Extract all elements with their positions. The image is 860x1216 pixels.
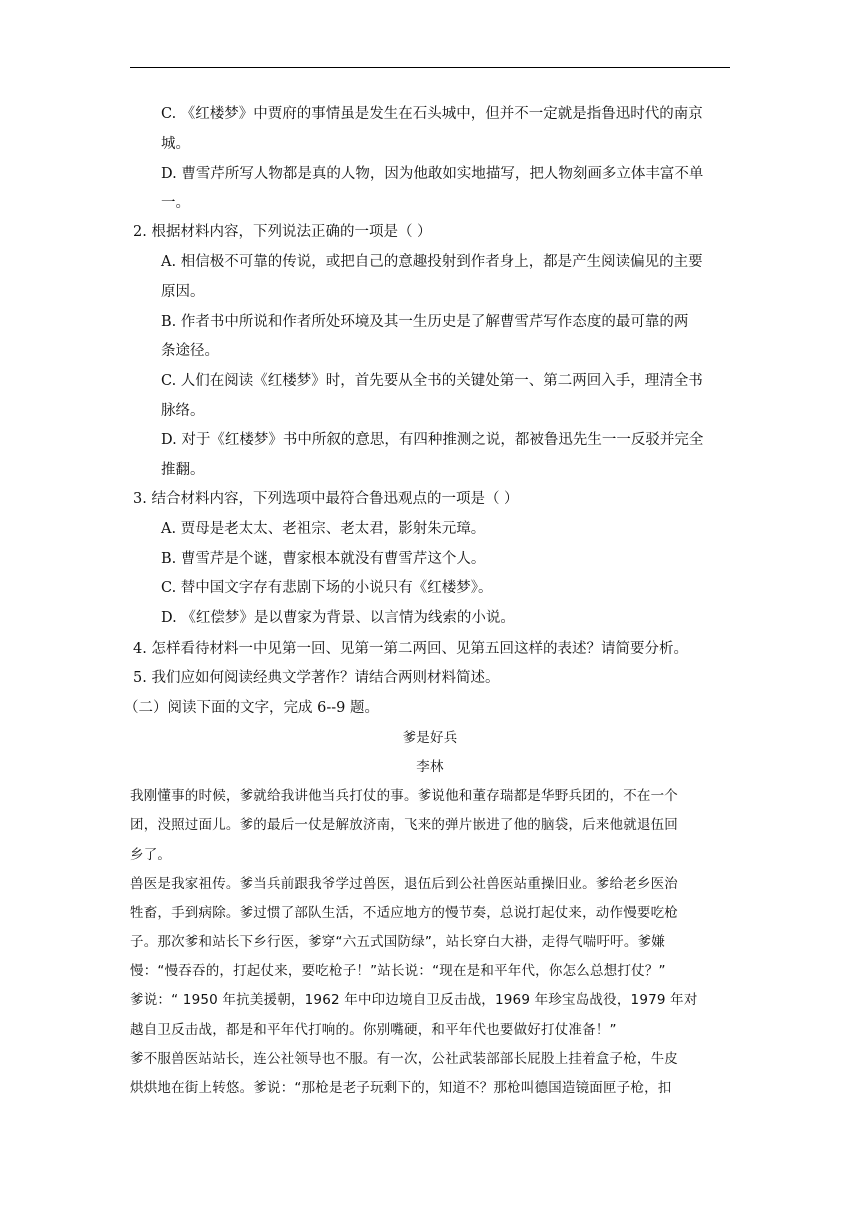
story-author: 李林 xyxy=(416,759,444,775)
story-p2-line2: 牲畜，手到病除。爹过惯了部队生活，不适应地方的慢节奏，总说打起仗来，动作慢要吃枪 xyxy=(130,905,678,921)
story-p1-line3: 乡了。 xyxy=(130,847,172,863)
q3-option-b: B. 曹雪芹是个谜，曹家根本就没有曹雪芹这个人。 xyxy=(161,551,486,567)
question-3-stem: 3. 结合材料内容，下列选项中最符合鲁迅观点的一项是（ ） xyxy=(133,491,519,507)
q3-option-d: D. 《红偿梦》是以曹家为背景、以言情为线索的小说。 xyxy=(161,610,515,626)
story-p2-line6: 越自卫反击战，都是和平年代打响的。你别嘴硬，和平年代也要做好打仗准备！” xyxy=(130,1022,617,1038)
q1-option-c-line2: 城。 xyxy=(161,136,190,152)
header-rule xyxy=(130,67,730,68)
q2-option-b-line1: B. 作者书中所说和作者所处环境及其一生历史是了解曹雪芹写作态度的最可靠的两 xyxy=(161,314,689,330)
q2-option-a-line1: A. 相信极不可靠的传说，或把自己的意趣投射到作者身上，都是产生阅读偏见的主要 xyxy=(161,254,703,270)
question-5: 5. 我们应如何阅读经典文学著作？请结合两则材料简述。 xyxy=(133,670,500,686)
q3-option-c: C. 替中国文字存有悲剧下场的小说只有《红楼梦》。 xyxy=(161,580,493,596)
q1-option-d-line2: 一。 xyxy=(161,195,190,211)
q2-option-c-line2: 脉络。 xyxy=(161,403,205,419)
question-4: 4. 怎样看待材料一中见第一回、见第一第二两回、见第五回这样的表述？请简要分析。 xyxy=(133,641,688,657)
story-p2-line5: 爹说：“ 1950 年抗美援朝，1962 年中印边境自卫反击战，1969 年珍宝岛战役，1979 年对 xyxy=(130,992,698,1008)
q1-option-d-line1: D. 曹雪芹所写人物都是真的人物，因为他敢如实地描写，把人物刻画多立体丰富不单 xyxy=(161,166,704,182)
story-p2-line3: 子。那次爹和站长下乡行医，爹穿“六五式国防绿”，站长穿白大褂，走得气喘吁吁。爹嫌 xyxy=(130,934,665,950)
q1-option-c-line1: C. 《红楼梦》中贾府的事情虽是发生在石头城中，但并不一定就是指鲁迅时代的南京 xyxy=(161,106,703,122)
q2-option-b-line2: 条途径。 xyxy=(161,343,219,359)
story-p3-line2: 烘烘地在街上转悠。爹说：“那枪是老子玩剩下的，知道不？那枪叫德国造镜面匣子枪，扣 xyxy=(130,1080,672,1096)
story-p3-line1: 爹不服兽医站站长，连公社领导也不服。有一次，公社武装部部长屁股上挂着盒子枪，牛皮 xyxy=(130,1051,678,1067)
story-p2-line4: 慢：“慢吞吞的，打起仗来，要吃枪子！”站长说：“现在是和平年代，你怎么总想打仗？” xyxy=(130,963,666,979)
story-p1-line2: 团，没照过面儿。爹的最后一仗是解放济南，飞来的弹片嵌进了他的脑袋，后来他就退伍回 xyxy=(130,817,678,833)
story-p2-line1: 兽医是我家祖传。爹当兵前跟我爷学过兽医，退伍后到公社兽医站重操旧业。爹给老乡医治 xyxy=(130,876,678,892)
q2-option-d-line1: D. 对于《红楼梦》书中所叙的意思，有四种推测之说，都被鲁迅先生一一反驳并完全 xyxy=(161,432,704,448)
q3-option-a: A. 贾母是老太太、老祖宗、老太君，影射朱元璋。 xyxy=(161,521,486,537)
q2-option-d-line2: 推翻。 xyxy=(161,462,205,478)
section-2-heading: （二）阅读下面的文字，完成 6--9 题。 xyxy=(124,700,379,716)
q2-option-a-line2: 原因。 xyxy=(161,284,205,300)
story-title: 爹是好兵 xyxy=(402,730,458,746)
q2-option-c-line1: C. 人们在阅读《红楼梦》时，首先要从全书的关键处第一、第二两回入手，理清全书 xyxy=(161,373,703,389)
question-2-stem: 2. 根据材料内容，下列说法正确的一项是（ ） xyxy=(133,224,432,240)
story-p1-line1: 我刚懂事的时候，爹就给我讲他当兵打仗的事。爹说他和董存瑞都是华野兵团的，不在一个 xyxy=(130,788,678,804)
